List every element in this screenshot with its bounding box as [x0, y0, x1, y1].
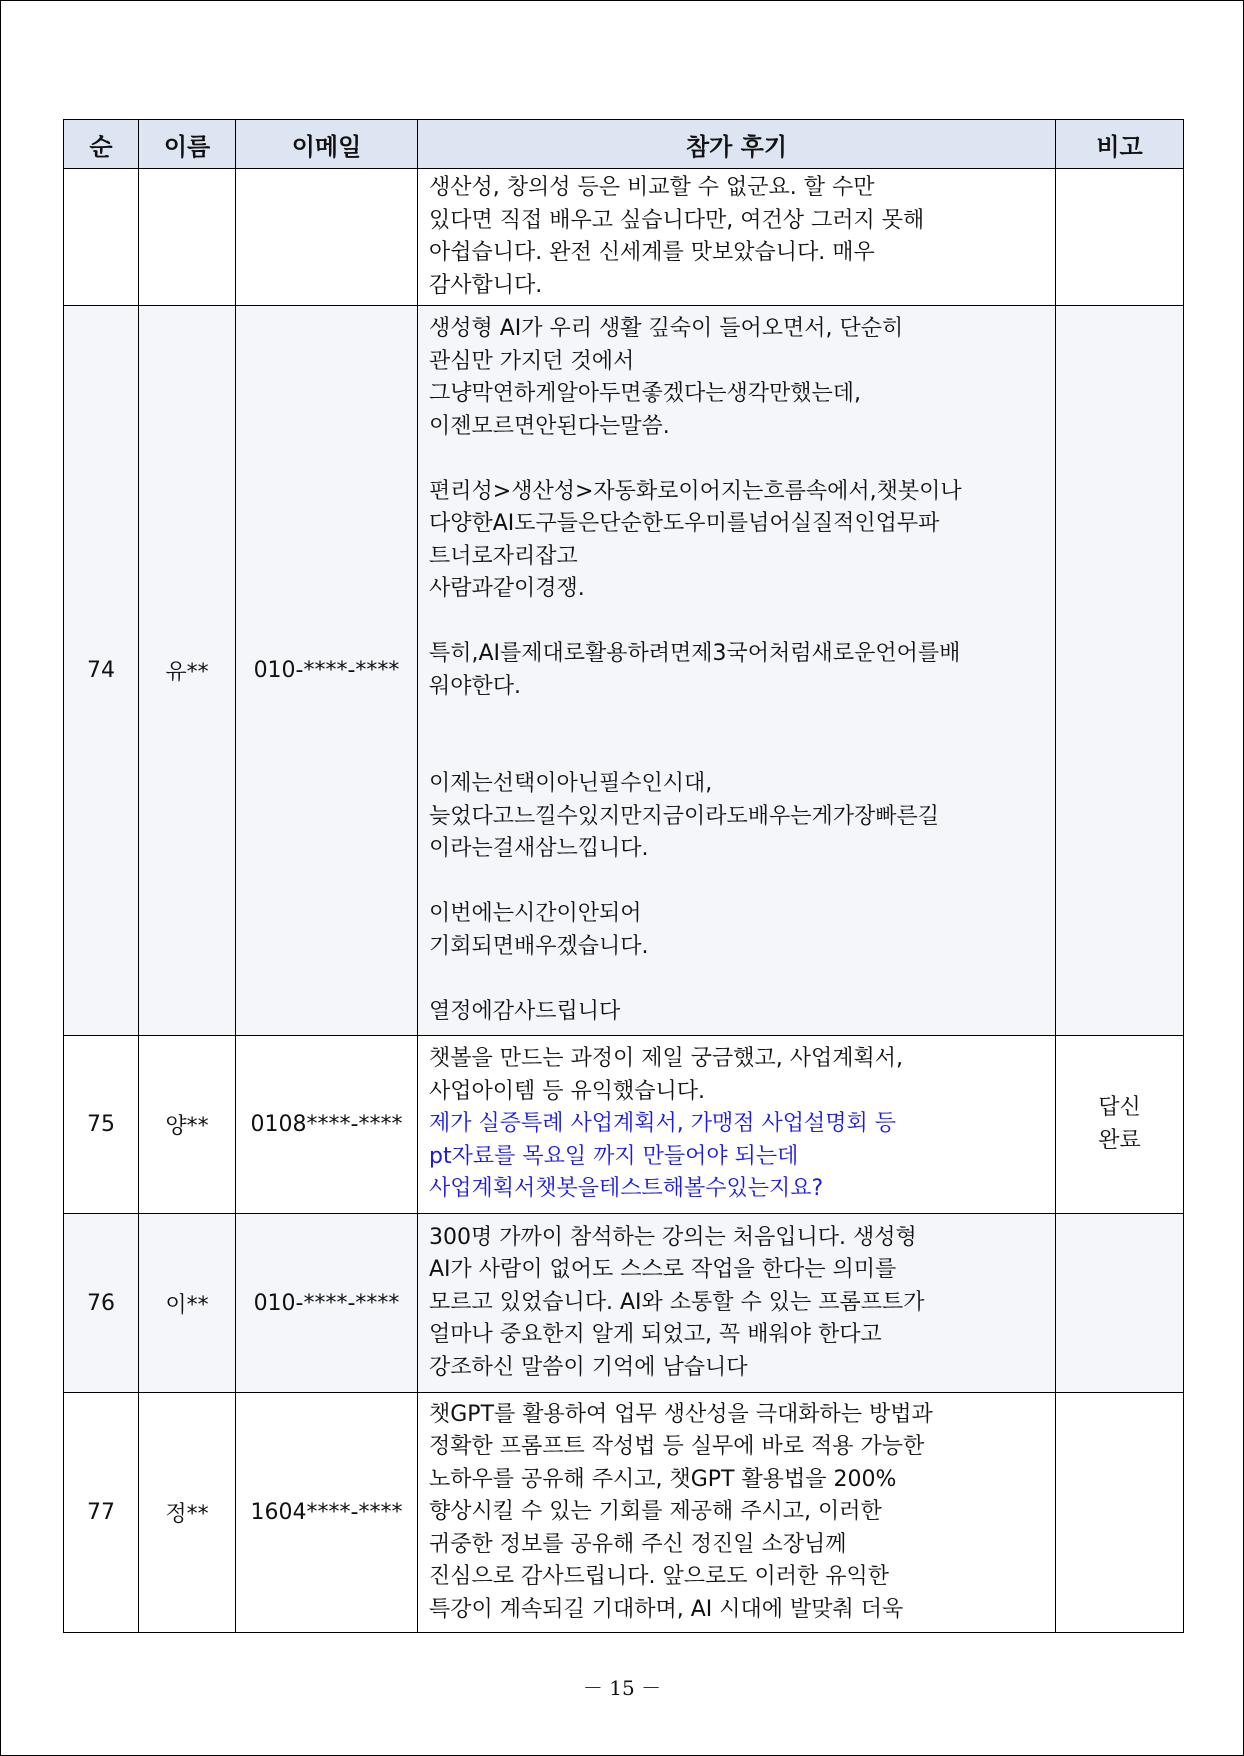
- cell-no: 75: [64, 1036, 139, 1214]
- cell-no: 76: [64, 1214, 139, 1393]
- table-row: [64, 1214, 1184, 1393]
- cell-no: 77: [64, 1393, 139, 1633]
- cell-review: [418, 306, 1056, 1036]
- header-row: [64, 120, 1184, 169]
- table-row: [64, 169, 1184, 306]
- header-review: 참가 후기: [418, 120, 1056, 169]
- table-row: [64, 1393, 1184, 1633]
- cell-email: 1604****-****: [236, 1393, 418, 1633]
- cell-note: [1056, 169, 1184, 306]
- review-text: 생성형 AI가 우리 생활 깊숙이 들어오면서, 단순히 관심만 가지던 것에서 그냥막연하게알아두면좋겠다는생각만했는데, 이젠모르면안된다는말씀. 편리성>생산성>자동화로이어지는흐름속에서,챗봇이나 다양한AI도구들은단순한도우미를넘어실질적인업무파 트너로자리잡고 사람과같이경쟁. 특히,AI를제대로활용하려면제3국어처럼새로운언어를배 워야한다. 이제는선택이아닌필수인시대, 늦었다고느낄수있지만지금이라도배우는게가장빠른길 이라는걸새삼느낍니다. 이번에는시간이안되어 기회되면배우겠습니다. 열정에감사드립니다: [429, 316, 962, 1024]
- cell-review: [418, 1393, 1056, 1633]
- cell-note: [1056, 306, 1184, 1036]
- cell-name: 이**: [139, 1214, 236, 1393]
- cell-review: [418, 1214, 1056, 1393]
- review-text: 생산성, 창의성 등은 비교할 수 없군요. 할 수만 있다면 직접 배우고 싶습니다만, 여건상 그러지 못해 아쉽습니다. 완전 신세계를 맛보았습니다. 매우 감사합니다.: [429, 175, 925, 298]
- review-table: [63, 119, 1184, 1633]
- cell-name: 정**: [139, 1393, 236, 1633]
- page-number: － 15 －: [582, 1676, 662, 1700]
- header-no: 순: [64, 120, 139, 169]
- review-text: 300명 가까이 참석하는 강의는 처음입니다. 생성형 AI가 사람이 없어도 스스로 작업을 한다는 의미를 모르고 있었습니다. AI와 소통할 수 있는 프롬프트가 얼마나 중요한지 알게 되었고, 꼭 배워야 한다고 강조하신 말씀이 기억에 남습니다: [429, 1224, 925, 1380]
- cell-review: [418, 1036, 1056, 1214]
- cell-name: 유**: [139, 306, 236, 1036]
- cell-email: 010-****-****: [236, 306, 418, 1036]
- table-row: [64, 306, 1184, 1036]
- cell-email: [236, 169, 418, 306]
- review-text: 챗볼을 만드는 과정이 제일 궁금했고, 사업계획서, 사업아이템 등 유익했습니다.: [429, 1046, 903, 1104]
- cell-review: [418, 169, 1056, 306]
- cell-no: 74: [64, 306, 139, 1036]
- cell-note: 답신 완료: [1056, 1036, 1184, 1214]
- cell-name: [139, 169, 236, 306]
- header-name: 이름: [139, 120, 236, 169]
- cell-email: 0108****-****: [236, 1036, 418, 1214]
- cell-note: [1056, 1393, 1184, 1633]
- review-text: 챗GPT를 활용하여 업무 생산성을 극대화하는 방법과 정확한 프롬프트 작성법 등 실무에 바로 적용 가능한 노하우를 공유해 주시고, 챗GPT 활용법을 200% 향상시킬 수 있는 기회를 제공해 주시고, 이러한 귀중한 정보를 공유해 주신 정진일 소장님께 진심으로 감사드립니다. 앞으로도 이러한 유익한 특강이 계속되길 기대하며, AI 시대에 발맞춰 더욱: [429, 1401, 933, 1622]
- cell-no: [64, 169, 139, 306]
- header-email: 이메일: [236, 120, 418, 169]
- header-note: 비고: [1056, 120, 1184, 169]
- cell-name: 양**: [139, 1036, 236, 1214]
- table-row: [64, 1036, 1184, 1214]
- cell-note: [1056, 1214, 1184, 1393]
- review-question-text: 제가 실증특례 사업계획서, 가맹점 사업설명회 등 pt자료를 목요일 까지 만들어야 되는데 사업계획서챗봇을테스트해볼수있는지요?: [429, 1111, 897, 1202]
- cell-email: 010-****-****: [236, 1214, 418, 1393]
